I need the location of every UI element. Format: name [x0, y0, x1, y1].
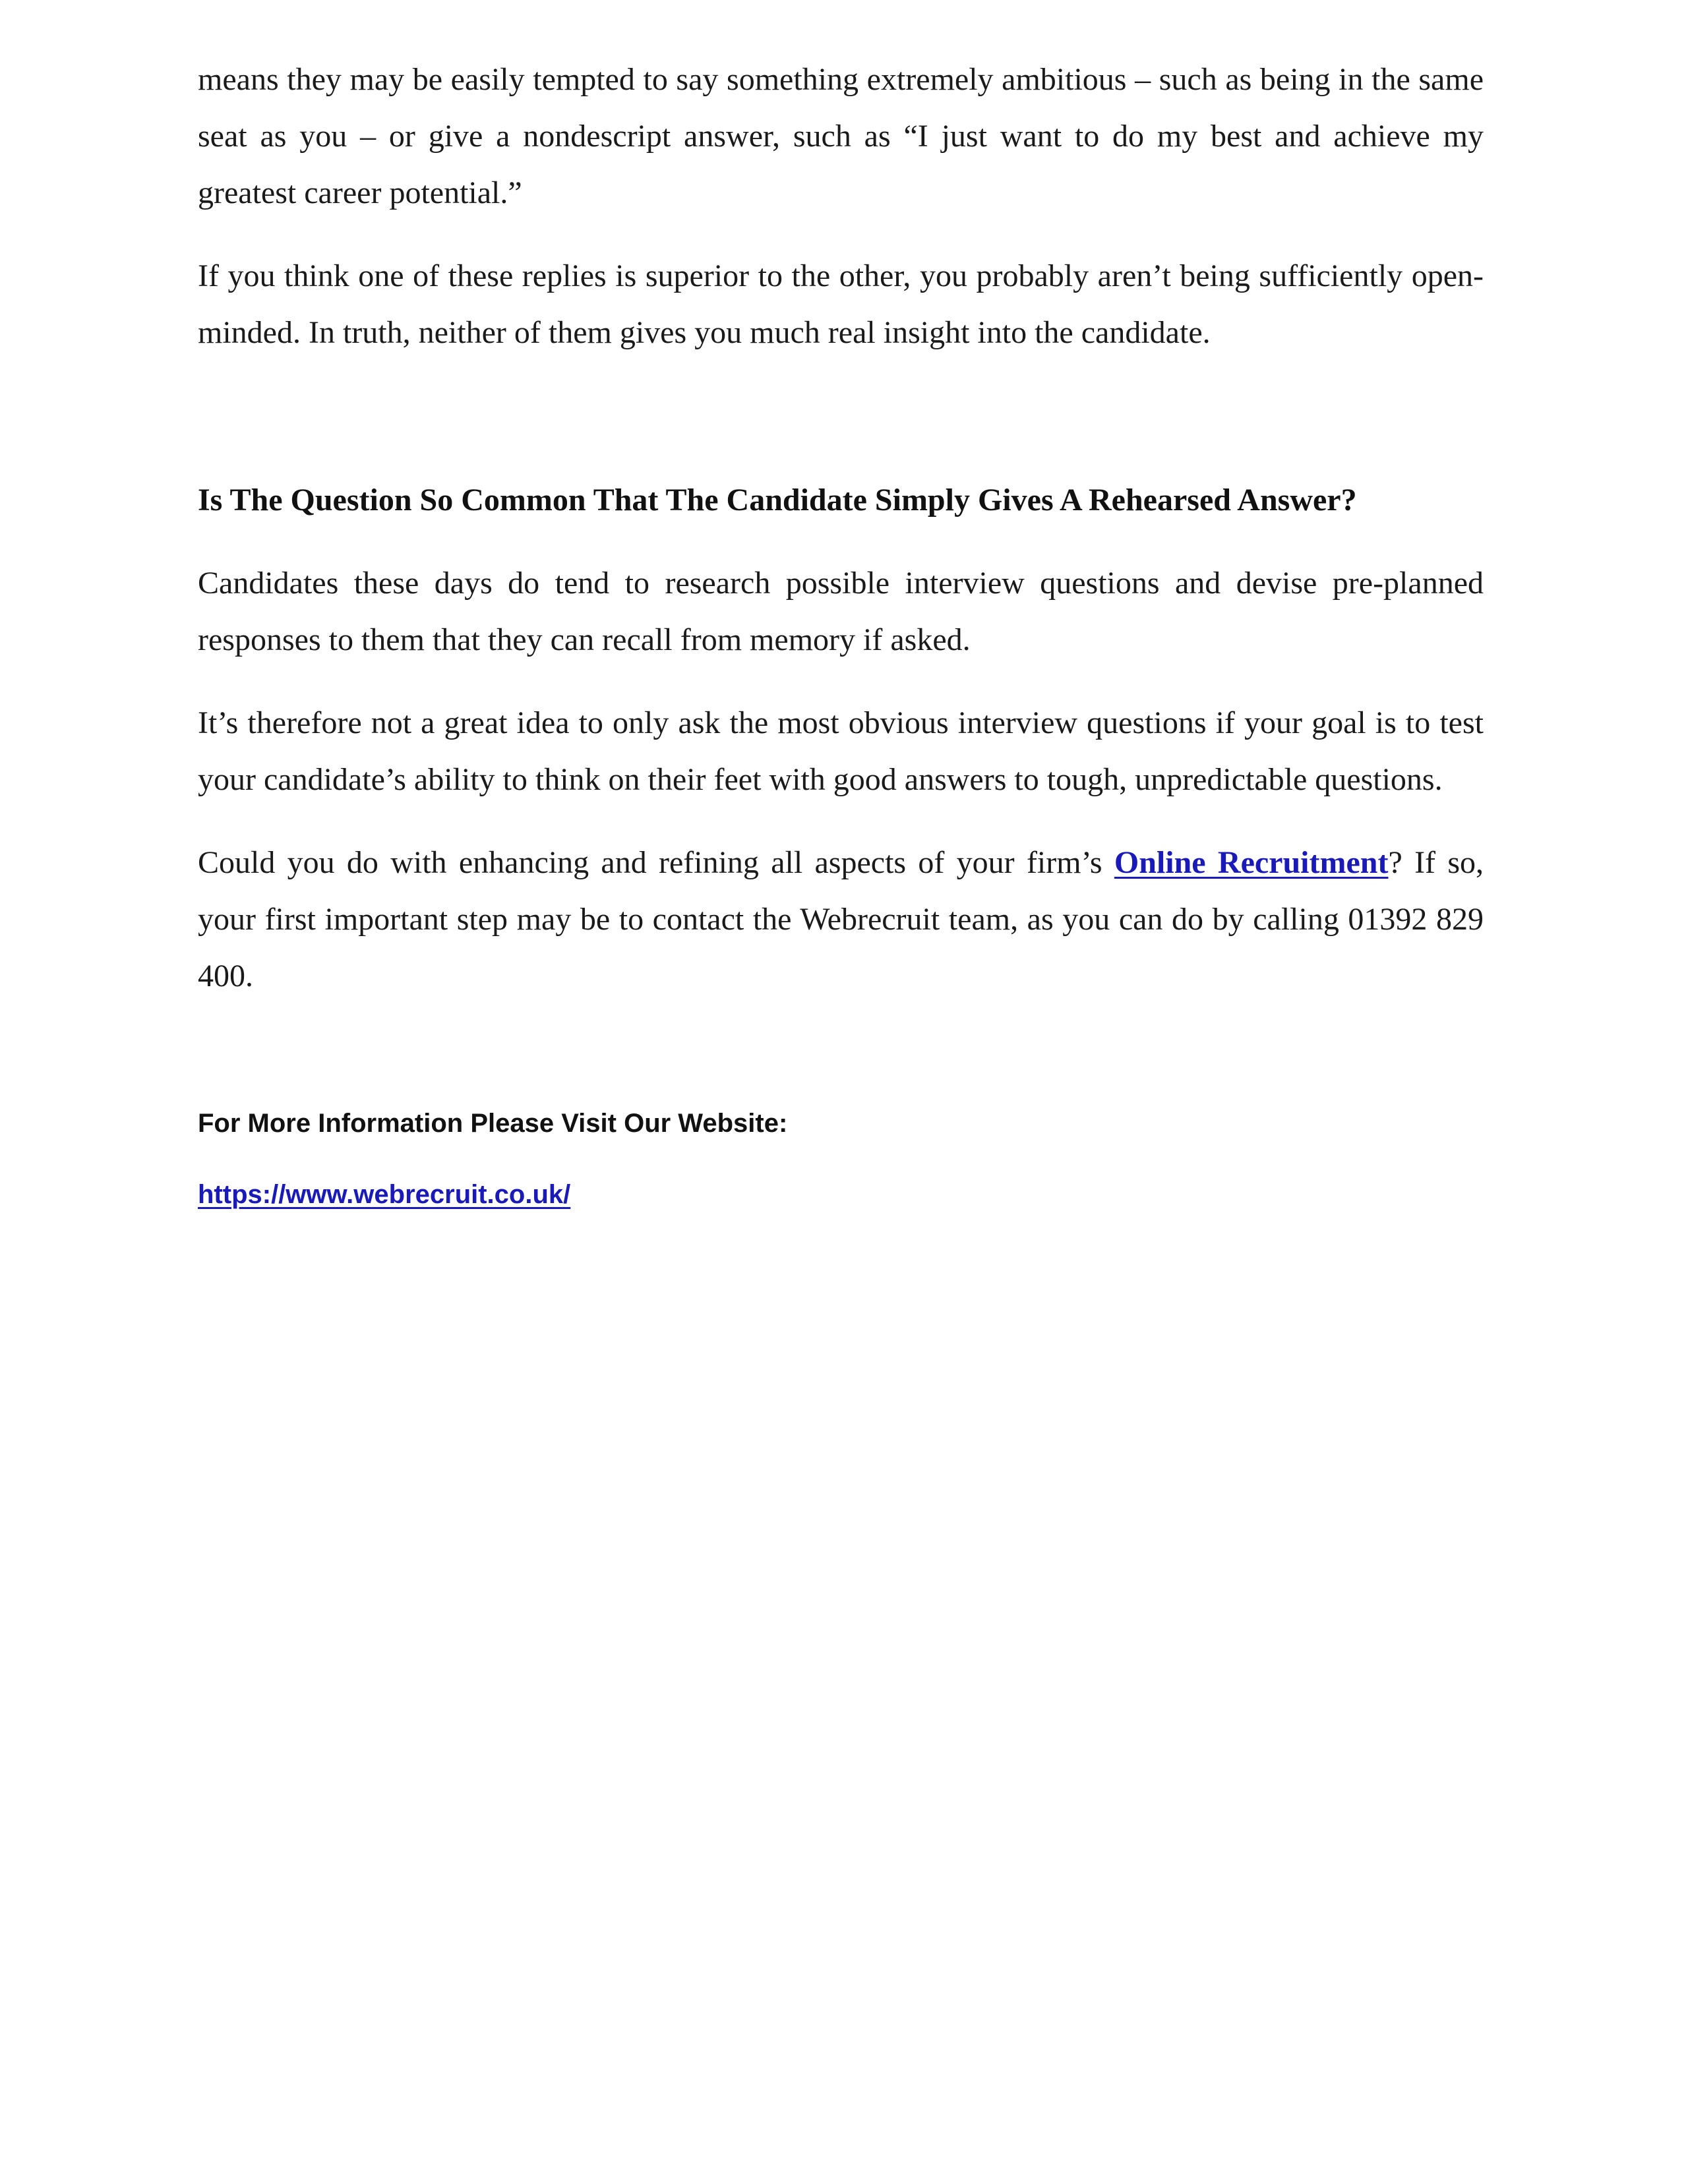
paragraph-continuation: means they may be easily tempted to say something extremely ambitious – such as being in the same seat as you – or give a nondescript answer, such as “I just want to do my best and achieve my greatest career potential.”: [198, 62, 1484, 210]
paragraph-closing: [198, 835, 1484, 1005]
closing-text-after-link: ? If so, your first important step may be to contact the Webrecruit team, as you can do by calling 01392 829 400.: [198, 845, 1484, 993]
document-body: [198, 51, 1484, 1222]
paragraph-open-minded: If you think one of these replies is superior to the other, you probably aren’t being sufficiently open-minded. In truth, neither of them gives you much real insight into the candidate.: [198, 258, 1484, 350]
website-link[interactable]: https://www.webrecruit.co.uk/: [198, 1180, 571, 1209]
paragraph-obvious-questions: It’s therefore not a great idea to only ask the most obvious interview questions if your goal is to test your candidate’s ability to think on their feet with good answers to tough, unpredictable questions.: [198, 705, 1484, 797]
footer-label: For More Information Please Visit Our Website:: [198, 1109, 788, 1138]
online-recruitment-link[interactable]: Online Recruitment: [1114, 845, 1389, 880]
section-heading: Is The Question So Common That The Candidate Simply Gives A Rehearsed Answer?: [198, 483, 1357, 517]
footer-spacer: [198, 1005, 1484, 1104]
section-spacer: [198, 361, 1484, 472]
paragraph-research: Candidates these days do tend to research possible interview questions and devise pre-planned responses to them that they can recall from memory if asked.: [198, 566, 1484, 657]
closing-text-before-link: Could you do with enhancing and refining all aspects of your firm’s: [198, 845, 1114, 880]
